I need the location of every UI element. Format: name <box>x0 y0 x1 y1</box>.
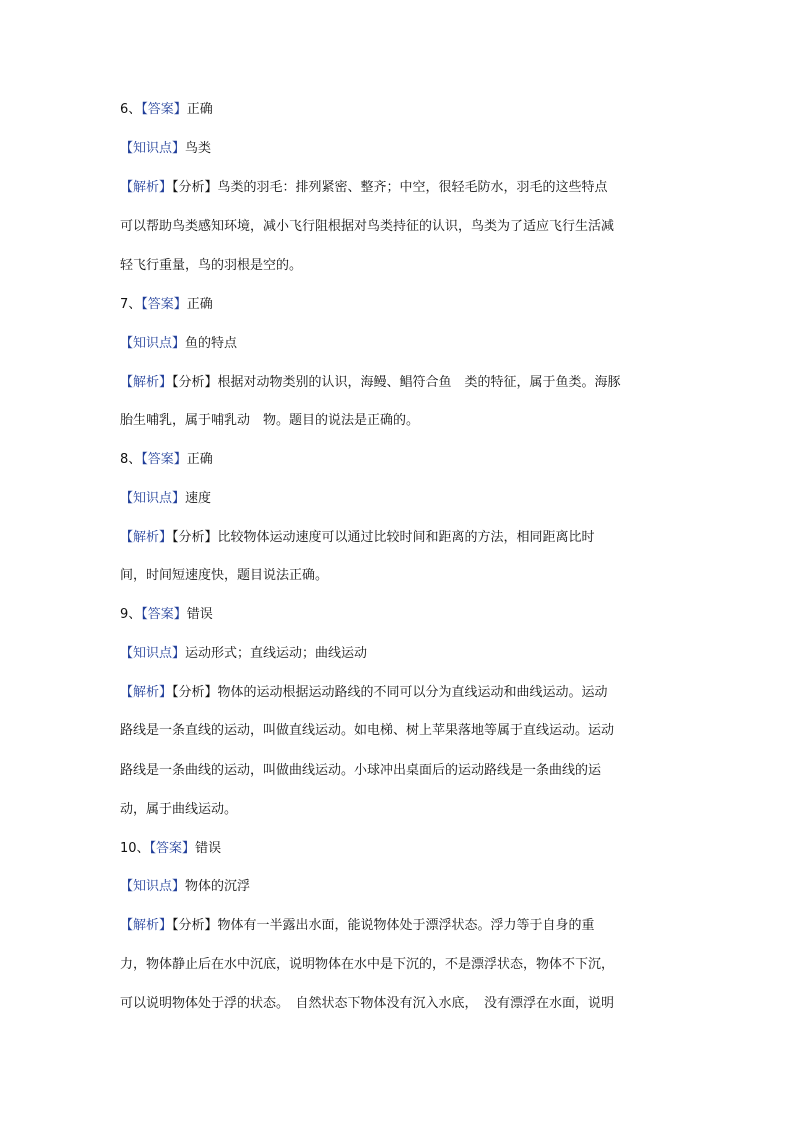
analysis-continued: 间，时间短速度快，题目说法正确。 <box>120 568 329 583</box>
analysis-continued: 动，属于曲线运动。 <box>120 802 238 817</box>
knowledge-tag: 【知识点】 <box>120 141 186 156</box>
analysis-continued: 胎生哺乳，属于哺乳动 物。题目的说法是正确的。 <box>120 413 420 428</box>
knowledge-tag: 【知识点】 <box>120 879 186 894</box>
knowledge-line-9: 【知识点】运动形式；直线运动；曲线运动 <box>120 646 368 661</box>
analysis-line-7: 【解析】【分析】根据对动物类别的认识，海鳗、鲳符合鱼 类的特征，属于鱼类。海豚 <box>120 375 621 390</box>
analysis-continued: 可以帮助鸟类感知环境，减小飞行阻根据对鸟类持征的认识，鸟类为了适应飞行生活减 <box>120 219 615 234</box>
analysis-tag: 【解析】 <box>120 530 173 545</box>
analysis-line-8: 【解析】【分析】比较物体运动速度可以通过比较时间和距离的方法，相同距离比时 <box>120 530 595 545</box>
answer-tag: 【答案】 <box>141 607 187 622</box>
knowledge-line-10: 【知识点】物体的沉浮 <box>120 879 251 894</box>
analysis-continued: 可以说明物体处于浮的状态。 自然状态下物体没有沉入水底， 没有漂浮在水面，说明 <box>120 996 615 1011</box>
answer-tag: 【答案】 <box>149 841 196 856</box>
answer-line-9: 9、【答案】错误 <box>120 607 213 622</box>
knowledge-line-6: 【知识点】鸟类 <box>120 141 212 156</box>
analysis-tag: 【解析】 <box>120 375 173 390</box>
knowledge-tag: 【知识点】 <box>120 491 186 506</box>
knowledge-tag: 【知识点】 <box>120 646 186 661</box>
analysis-tag: 【解析】 <box>120 180 173 195</box>
answer-tag: 【答案】 <box>141 297 187 312</box>
answer-line-7: 7、【答案】正确 <box>120 297 213 312</box>
answer-line-8: 8、【答案】正确 <box>120 452 213 467</box>
analysis-continued: 路线是一条直线的运动，叫做直线运动。如电梯、树上苹果落地等属于直线运动。运动 <box>120 723 615 738</box>
answer-line-6: 6、【答案】正确 <box>120 102 213 117</box>
answer-line-10: 10、【答案】错误 <box>120 841 222 856</box>
analysis-line-6: 【解析】【分析】鸟类的羽毛：排列紧密、整齐；中空，很轻毛防水，羽毛的这些特点 <box>120 180 608 195</box>
knowledge-line-7: 【知识点】鱼的特点 <box>120 336 238 351</box>
analysis-line-9: 【解析】【分析】物体的运动根据运动路线的不同可以分为直线运动和曲线运动。运动 <box>120 685 608 700</box>
analysis-tag: 【解析】 <box>120 918 173 933</box>
analysis-continued: 力，物体静止后在水中沉底，说明物体在水中是下沉的，不是漂浮状态，物体不下沉， <box>120 957 615 972</box>
answer-tag: 【答案】 <box>141 102 187 117</box>
knowledge-tag: 【知识点】 <box>120 336 186 351</box>
answer-tag: 【答案】 <box>141 452 187 467</box>
analysis-tag: 【解析】 <box>120 685 173 700</box>
analysis-continued: 轻飞行重量，鸟的羽根是空的。 <box>120 258 303 273</box>
analysis-line-10: 【解析】【分析】物体有一半露出水面，能说物体处于漂浮状态。浮力等于自身的重 <box>120 918 595 933</box>
knowledge-line-8: 【知识点】速度 <box>120 491 212 506</box>
analysis-continued: 路线是一条曲线的运动，叫做曲线运动。小球冲出桌面后的运动路线是一条曲线的运 <box>120 763 602 778</box>
